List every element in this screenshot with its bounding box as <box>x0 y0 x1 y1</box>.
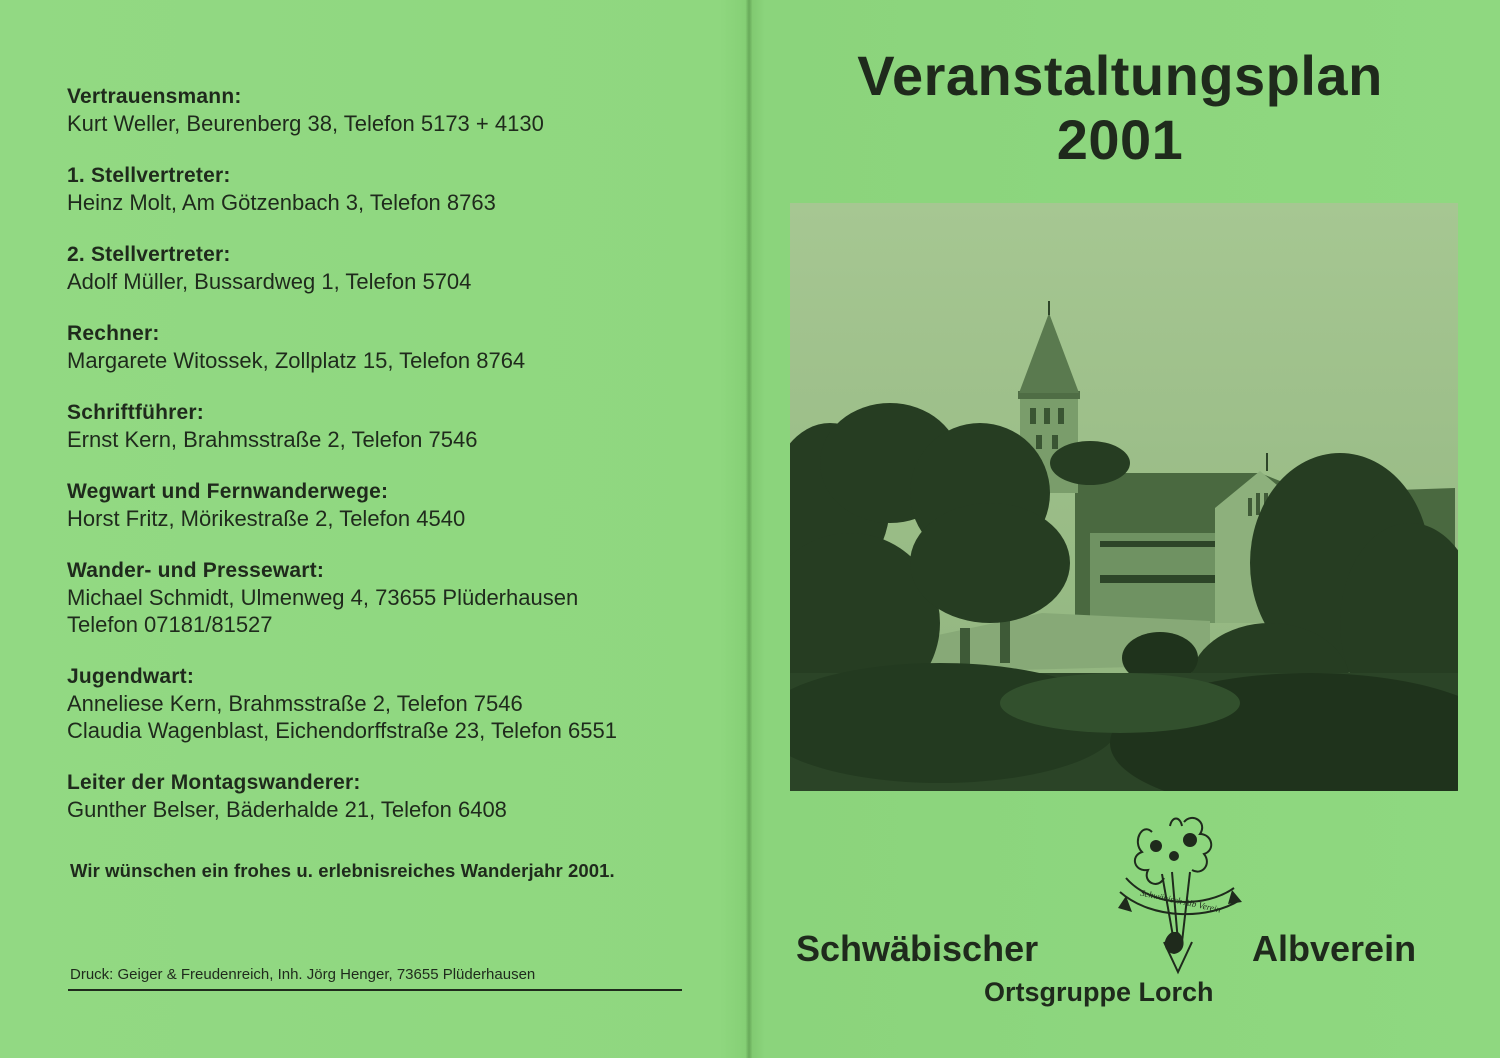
new-year-wish: Wir wünschen ein frohes u. erlebnisreiches Wanderjahr 2001. <box>70 860 615 881</box>
role-title: Jugendwart: <box>67 665 195 688</box>
role-title: Rechner: <box>67 322 160 345</box>
role-contact: Horst Fritz, Mörikestraße 2, Telefon 4540 <box>67 506 466 531</box>
role-contact: Ernst Kern, Brahmsstraße 2, Telefon 7546 <box>67 427 478 452</box>
role-title: Wander- und Pressewart: <box>67 559 325 582</box>
title-line: Veranstaltungsplan <box>857 44 1383 107</box>
role-title: Wegwart und Fernwanderwege: <box>67 480 389 503</box>
role-contact: Heinz Molt, Am Götzenbach 3, Telefon 8763 <box>67 190 496 215</box>
role-block <box>67 400 707 453</box>
title-year: 2001 <box>1056 108 1184 171</box>
page-title <box>770 44 1470 172</box>
center-fold <box>746 0 752 1058</box>
role-contact: Claudia Wagenblast, Eichendorffstraße 23, Telefon 6551 <box>67 718 617 743</box>
role-title: Schriftführer: <box>67 401 204 424</box>
role-block <box>67 321 707 374</box>
role-block <box>67 770 707 823</box>
club-subtitle: Ortsgruppe Lorch <box>984 977 1214 1007</box>
divider-line <box>68 989 682 991</box>
role-block <box>67 84 707 137</box>
role-contact: Margarete Witossek, Zollplatz 15, Telefon 8764 <box>67 348 526 373</box>
club-name-right: Albverein <box>1252 928 1417 969</box>
emblem-banner-text: Schwäbisch Alb Verein <box>1139 887 1222 915</box>
role-block <box>67 558 707 638</box>
role-contact: Telefon 07181/81527 <box>67 612 273 637</box>
role-block <box>67 242 707 295</box>
role-contact: Michael Schmidt, Ulmenweg 4, 73655 Plüderhausen <box>67 585 579 610</box>
role-block <box>67 479 707 532</box>
monastery-image <box>790 203 1458 791</box>
printer-credit: Druck: Geiger & Freudenreich, Inh. Jörg Henger, 73655 Plüderhausen <box>70 966 536 983</box>
role-title: 1. Stellvertreter: <box>67 164 231 187</box>
club-name-left: Schwäbischer <box>796 928 1039 969</box>
role-contact: Anneliese Kern, Brahmsstraße 2, Telefon 7546 <box>67 691 523 716</box>
albverein-emblem <box>1112 812 1244 978</box>
role-block <box>67 664 707 744</box>
monastery-photo <box>790 203 1458 791</box>
role-block <box>67 163 707 216</box>
role-title: Vertrauensmann: <box>67 85 242 108</box>
role-contact: Adolf Müller, Bussardweg 1, Telefon 5704 <box>67 269 472 294</box>
role-contact: Gunther Belser, Bäderhalde 21, Telefon 6408 <box>67 797 507 822</box>
role-contact: Kurt Weller, Beurenberg 38, Telefon 5173 + 4130 <box>67 111 544 136</box>
role-title: Leiter der Montagswanderer: <box>67 771 361 794</box>
role-title: 2. Stellvertreter: <box>67 243 231 266</box>
contact-list <box>67 84 707 849</box>
